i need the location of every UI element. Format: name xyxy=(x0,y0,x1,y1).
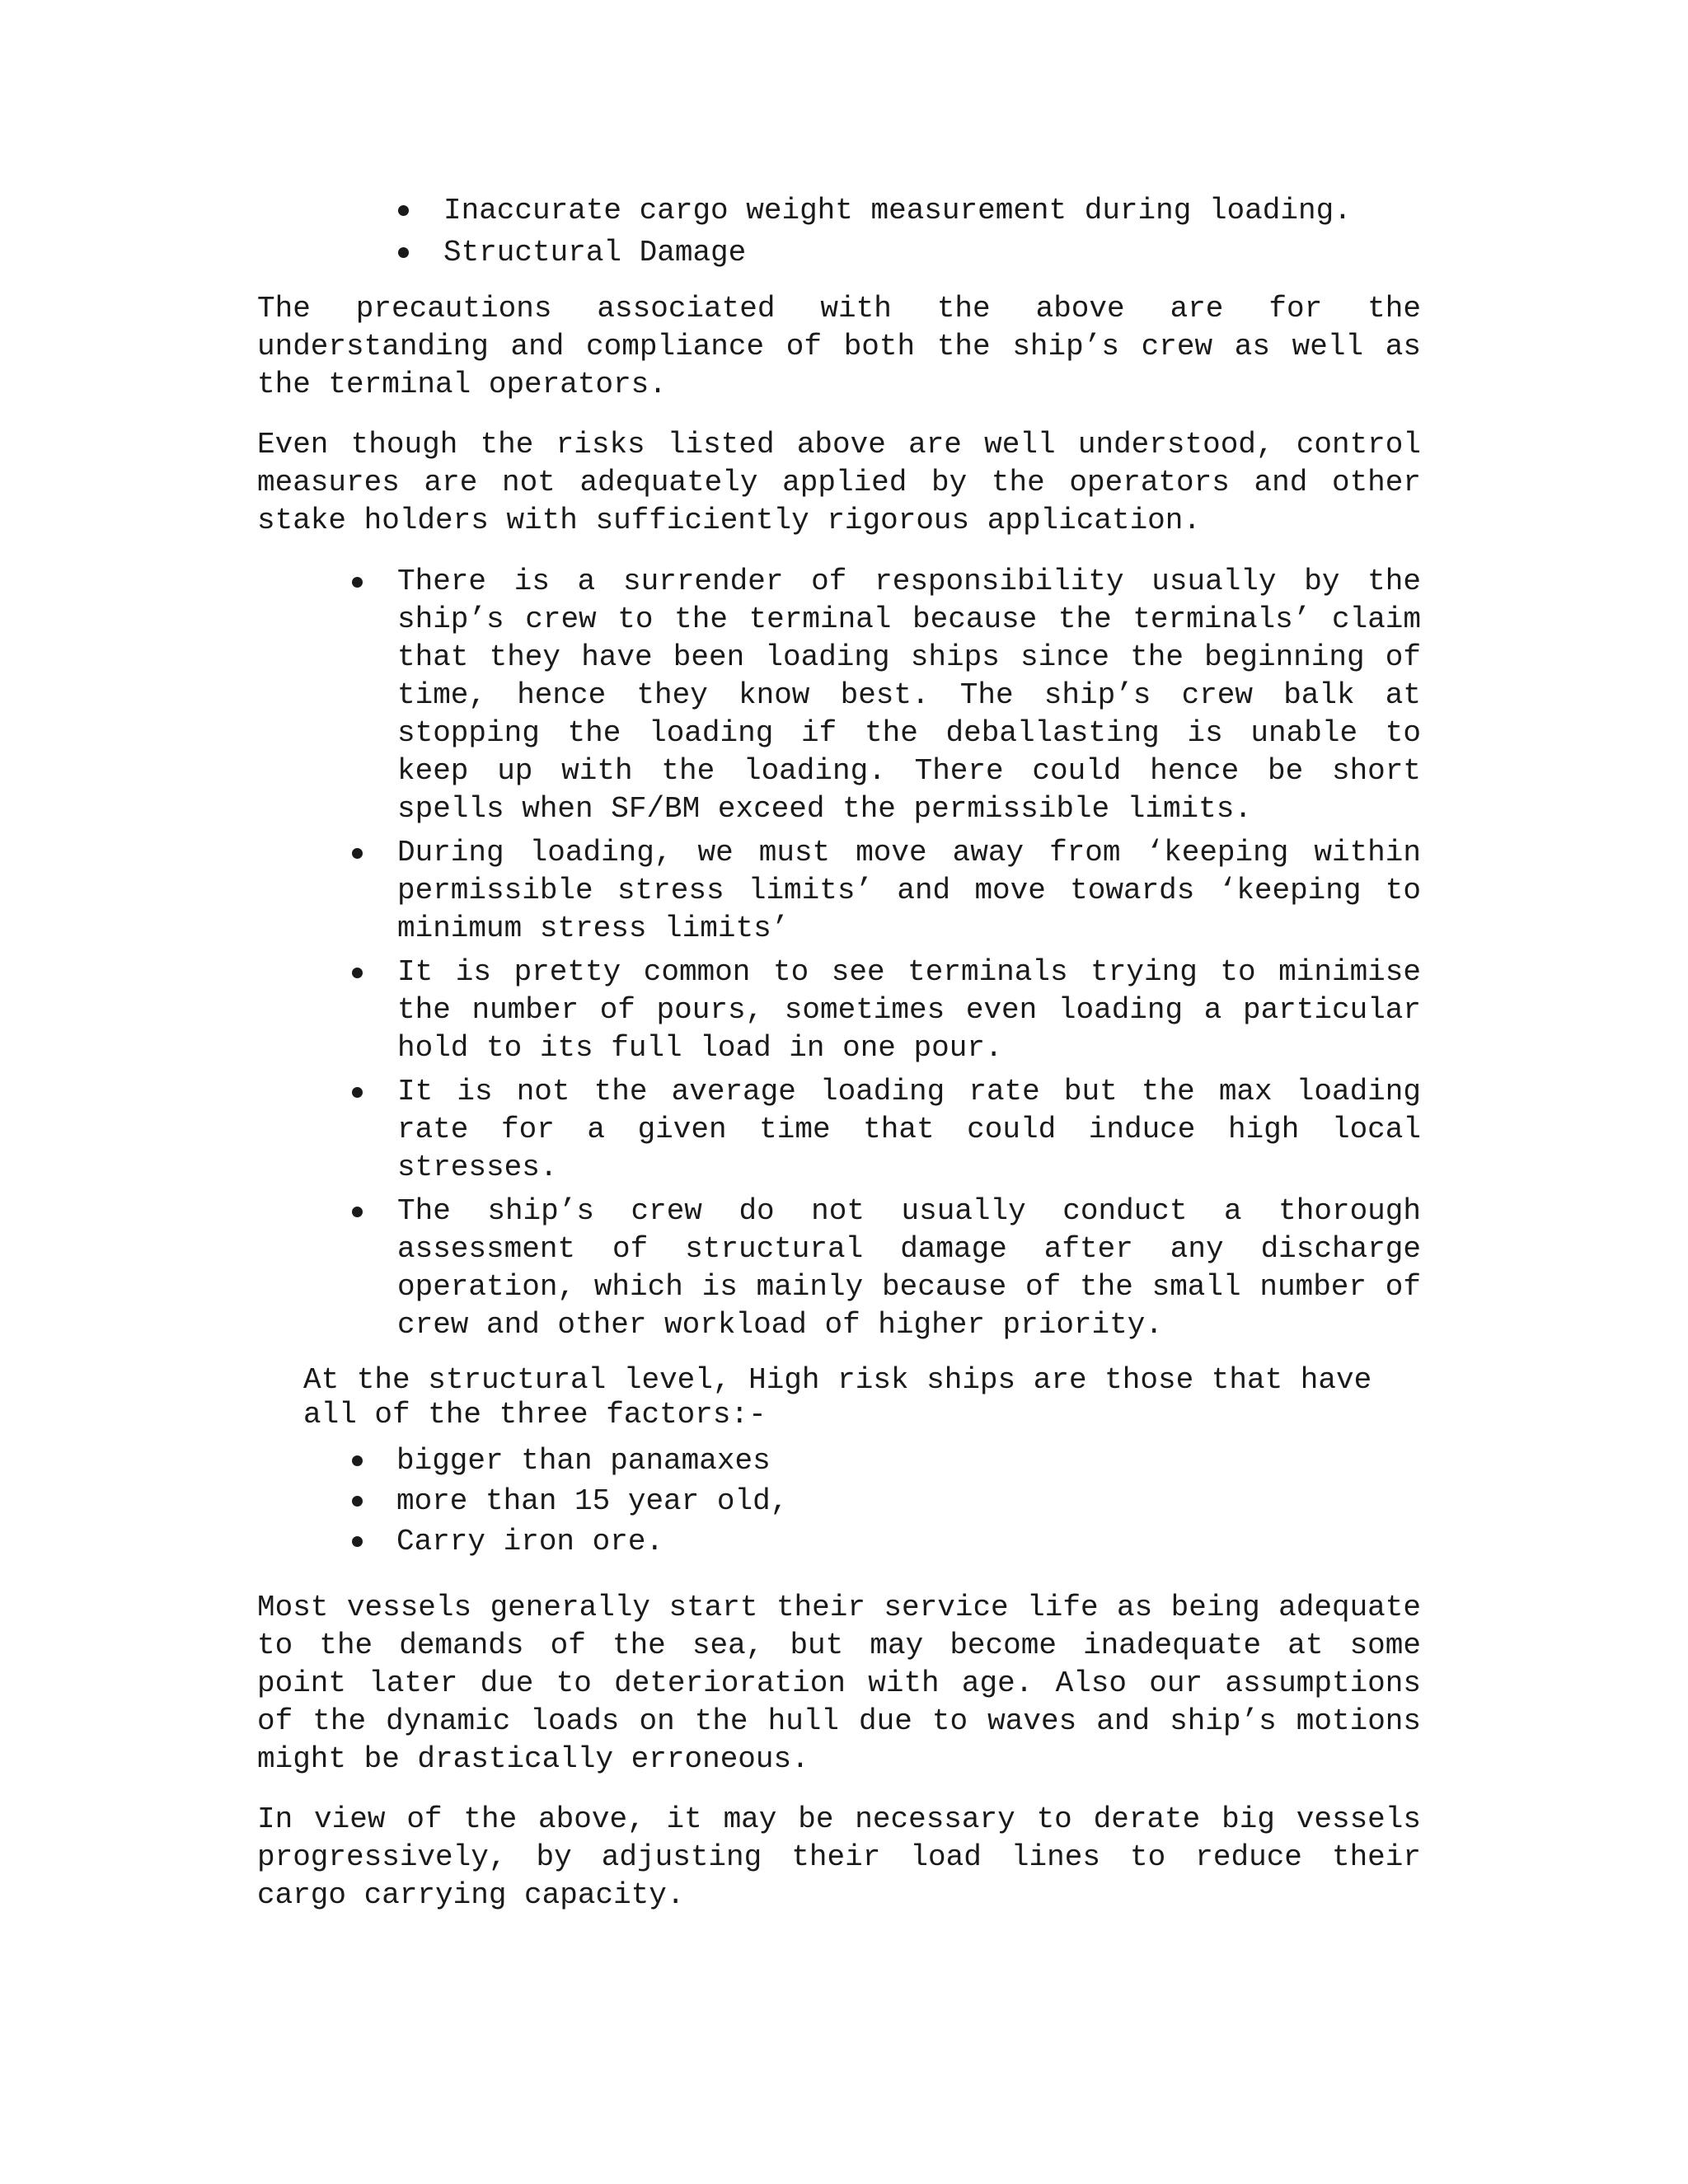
list-item: The ship’s crew do not usually conduct a thorough assessment of structural damage after any discharge operation, which is mainly because of the small number of crew and other workload of higher priority. xyxy=(397,1193,1421,1344)
structural-risk-intro: At the structural level, High risk ships are those that have all of the three factors:- xyxy=(303,1363,1372,1432)
precautions-paragraph: The precautions associated with the above are for the understanding and compliance of both the ship’s crew as well as the terminal operators. xyxy=(257,292,1421,401)
derating-paragraph: In view of the above, it may be necessary to derate big vessels progressively, by adjusting their load lines to reduce their cargo carrying capacity. xyxy=(257,1802,1421,1912)
list-item: It is pretty common to see terminals trying to minimise the number of pours, sometimes even loading a particular hold to its full load in one pour. xyxy=(397,954,1421,1067)
list-item: bigger than panamaxes xyxy=(396,1441,1386,1481)
list-item: It is not the average loading rate but the max loading rate for a given time that could induce high local stresses. xyxy=(397,1073,1421,1187)
vessel-service-life-paragraph: Most vessels generally start their service life as being adequate to the demands of the sea, but may become inadequate at some point later due to deterioration with age. Also our assumptions of the dynamic loads on the hull due to waves and ship’s motions might be drastically erroneous. xyxy=(257,1591,1421,1776)
list-item: Structural Damage xyxy=(443,232,1432,274)
list-item: During loading, we must move away from ‘keeping within permissible stress limits’ and move towards ‘keeping to minimum stress limits’ xyxy=(397,834,1421,948)
control-measures-paragraph: Even though the risks listed above are well understood, control measures are not adequately applied by the operators and other stake holders with sufficiently rigorous application. xyxy=(257,428,1421,537)
list-item: There is a surrender of responsibility usually by the ship’s crew to the terminal because the terminals’ claim that they have been loading ships since the beginning of time, hence they know best. The ship’s crew balk at stopping the loading if the deballasting is unable to keep up with the loading. There could hence be short spells when SF/BM exceed the permissible limits. xyxy=(397,563,1421,828)
list-item: Carry iron ore. xyxy=(396,1521,1386,1562)
issues-list xyxy=(397,563,1421,1344)
list-item: Inaccurate cargo weight measurement during loading. xyxy=(443,190,1432,232)
risk-factor-list xyxy=(396,1441,1386,1562)
list-item: more than 15 year old, xyxy=(396,1481,1386,1521)
hazard-list xyxy=(443,190,1432,274)
